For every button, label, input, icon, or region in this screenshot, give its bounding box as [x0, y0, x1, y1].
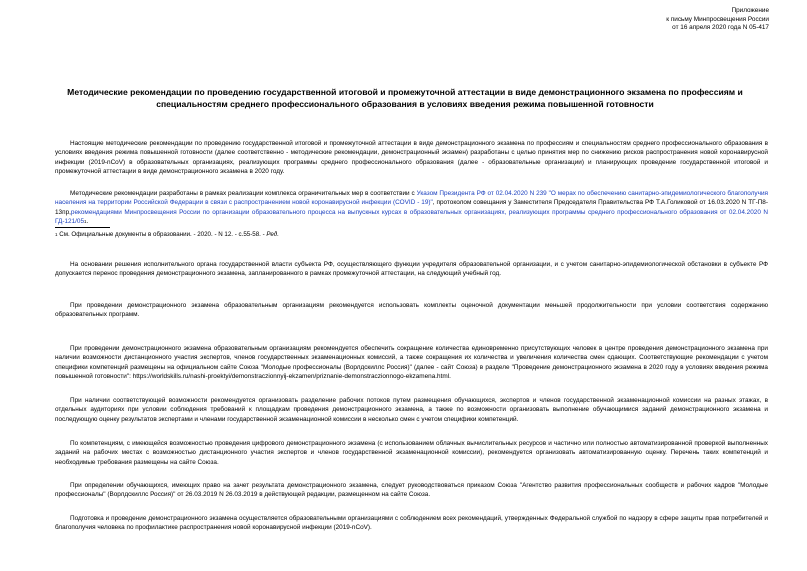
appendix-header — [549, 7, 769, 33]
appendix-line-2: к письму Минпросвещения России — [666, 15, 769, 23]
footnote-mark: 1 — [55, 232, 58, 237]
paragraph-9: Подготовка и проведение демонстрационного экзамена осуществляется образовательными организациями с соблюдением всех рекомендаций, утвержденных Федеральной службой по надзору в сфере защиты прав потребителей и благополучия человека по профилактике распространения новой коронавирусной инфекции (2019-nCoV). — [55, 515, 768, 532]
paragraph-4: При проведении демонстрационного экзамена образовательным организациям рекомендуется использовать комплекты оценочной документации меньшей продолжительности при условии соответствия содержанию образовательных программ. — [55, 302, 768, 319]
decree-link[interactable]: Указом Президента РФ от 02.04.2020 N 239 "О мерах по обеспечению санитарно-эпидемиологического благополучия населения на территории Российской Федерации в связи с распространением новой коронавирусной инфекции (COVID - 19)" — [55, 190, 768, 207]
appendix-line-3: от 16 апреля 2020 года N 05-417 — [672, 24, 769, 32]
document-title: Методические рекомендации по проведению государственной итоговой и промежуточной аттестации в виде демонстрационного экзамена по профессиям и специальностям среднего профессионального образования в условиях введения режима повышенной готовности — [67, 87, 743, 109]
footnote — [55, 231, 755, 239]
paragraph-2-end: . — [86, 218, 89, 226]
paragraph-2-start: Методические рекомендации разработаны в рамках реализации комплекса ограничительных мер в соответствии с — [70, 190, 417, 197]
appendix-line-1: Приложение — [731, 7, 769, 14]
footnote-reference[interactable]: 1 — [84, 219, 87, 225]
paragraph-8: При определении обучающихся, имеющих право на зачет результата демонстрационного экзамена, следует руководствоваться приказом Союза "Агентство развития профессиональных сообществ и рабочих кадров "Молодые профессионалы" (Ворлдскиллс Россия)" от 26.03.2019 N 26.03.2019 в действующей редакции, размещенном на сайте Союза. — [55, 482, 768, 499]
paragraph-7: По компетенциям, с имеющейся возможностью проведения цифрового демонстрационного экзамена (с использованием облачных вычислительных ресурсов и частично или полностью автоматизированной проверкой выполненных заданий на рабочих местах с возможностью дистанционного участия экспертов и членов государственной экзаменационной комиссии), рекомендуется организовать автоматизированную оценку. Перечень таких компетенций и необходимые требования размещены на сайте Союза. — [55, 440, 768, 466]
paragraph-1: Настоящие методические рекомендации по проведению государственной итоговой и промежуточной аттестации в виде демонстрационного экзамена по профессиям и специальностям среднего профессионального образования в условиях введения режима повышенной готовности (далее соответственно - методические рекомендации, демонстрационный экзамен) разработаны с целью принятия мер по снижению рисков распространения новой коронавирусной инфекции (2019-nCoV) в образовательных организациях, реализующих программы среднего профессионального образования (далее - образовательные организации) и планирующих проведение государственной итоговой и промежуточной аттестации в виде демонстрационного экзамена в 2020 году. — [55, 140, 768, 176]
paragraph-2-mid: , протоколом совещания у Заместителя Председателя Правительства РФ Т.А.Голиковой от 16.03.2020 N ТГ-П8-13пр, — [55, 199, 768, 216]
paragraph-6: При наличии соответствующей возможности рекомендуется организовать разделение рабочих потоков путем размещения обучающихся, экспертов и членов государственной экзаменационной комиссии на разных этажах, в отдельных аудиториях при условии соблюдения требований к площадкам проведения демонстрационного экзамена, а также по возможности организовать выполнение обучающимися заданий демонстрационного экзамена и последующую оценку результатов экспертами и членами государственной экзаменационной комиссии в несколько смен с учетом специфики компетенций. — [55, 397, 768, 423]
footnote-text: См. Официальные документы в образовании. - 2020. - N 12. - с.55-58. - — [57, 231, 267, 238]
paragraph-2 — [55, 189, 768, 227]
footnote-divider — [55, 227, 110, 228]
paragraph-5: При проведении демонстрационного экзамена образовательным организациям рекомендуется обеспечить сокращение количества единовременно присутствующих человек в центре проведения демонстрационного экзамена при наличии возможности дистанционного участия экспертов, членов государственных экзаменационных комиссий, а также сокращения их количества и увеличения количества смен сдающих. Соответствующие рекомендации с учетом специфики компетенций размещены на официальном сайте Союза "Молодые профессионалы (Ворлдскиллс Россия)" (далее - сайт Союза) в разделе "Проведение демонстрационного экзамена в 2020 году в условиях введения режима повышенной готовности": https://worldskills.ru/nashi-proektyi/demonstraczionnyij-ekzamen/priznanie-demonstraczionnogo-ekzamena.html. — [55, 345, 768, 381]
recommendations-link[interactable]: рекомендациями Минпросвещения России по организации образовательного процесса на выпускных курсах в образовательных организациях, реализующих программы среднего профессионального образования от 02.04.2020 N ГД-121/05 — [55, 208, 768, 226]
paragraph-3: На основании решения исполнительного органа государственной власти субъекта РФ, осуществляющего функции учредителя образовательной организации, и с учетом санитарно-эпидемиологической обстановки в субъекте РФ допускается перенос проведения демонстрационного экзамена, запланированного в рамках промежуточной аттестации, на следующий учебный год. — [55, 261, 768, 278]
footnote-italic: Ред. — [266, 231, 279, 238]
